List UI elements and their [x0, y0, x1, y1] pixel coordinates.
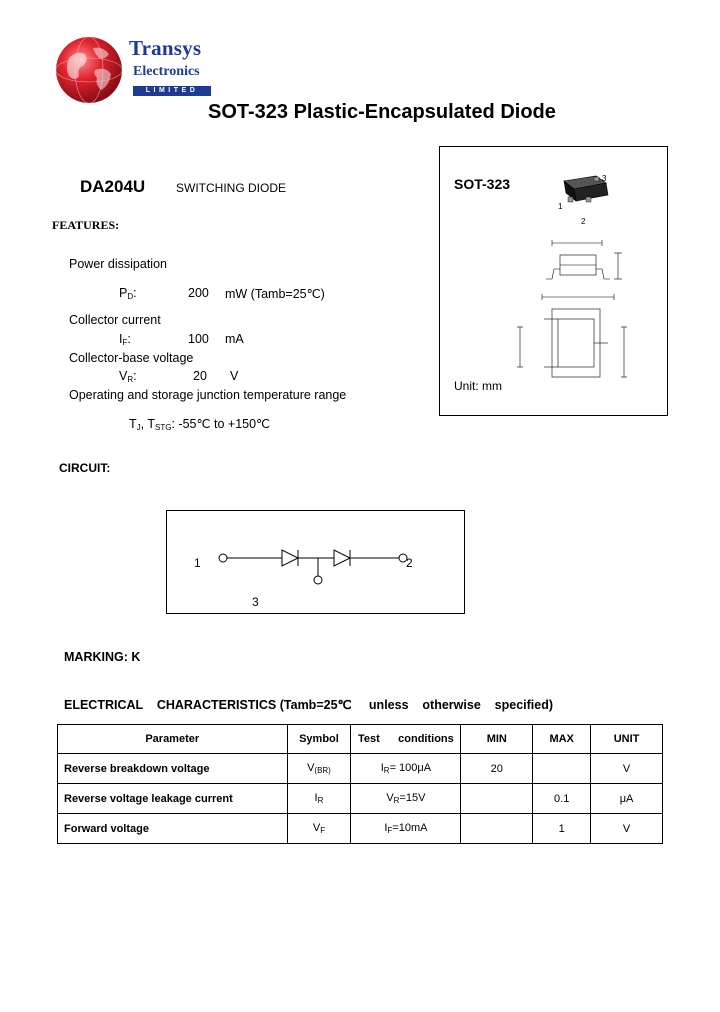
electrical-characteristics-heading: ELECTRICAL CHARACTERISTICS (Tamb=25℃ unless otherwise specified) — [64, 698, 554, 712]
table-header-cell: Symbol — [287, 725, 351, 754]
circuit-schematic — [167, 511, 466, 615]
package-unit-label: Unit: mm — [454, 379, 502, 393]
voltage-symbol: $V_R$: — [119, 369, 137, 384]
table-cell-parameter: Forward voltage — [58, 814, 288, 844]
circuit-diagram-box — [166, 510, 465, 614]
table-cell-condition: $I_F=10mA$ — [351, 814, 461, 844]
temperature-range-label: Operating and storage junction temperature range — [69, 388, 347, 402]
document-title: SOT-323 Plastic-Encapsulated Diode — [208, 101, 556, 123]
package-outline-drawing — [440, 147, 669, 417]
table-cell-max — [533, 754, 591, 784]
marking-label: MARKING: K — [64, 650, 141, 664]
power-dissipation-label: Power dissipation — [69, 257, 167, 271]
circuit-pin2-label: 2 — [406, 556, 413, 570]
table-cell-symbol: $V_{(BR)}$ — [287, 754, 351, 784]
table-row — [58, 754, 663, 784]
brand-limited-badge: LIMITED — [133, 86, 211, 96]
current-value: 100 — [188, 332, 209, 346]
table-cell-unit: V — [591, 814, 663, 844]
collector-current-label: Collector current — [69, 313, 161, 327]
table-cell-condition: $V_R=15V$ — [351, 784, 461, 814]
voltage-value: 20 — [193, 369, 207, 383]
table-cell-parameter: Reverse breakdown voltage — [58, 754, 288, 784]
table-header-cell: MAX — [533, 725, 591, 754]
table-cell-max: 1 — [533, 814, 591, 844]
table-cell-symbol: $I_R$ — [287, 784, 351, 814]
collector-base-voltage-label: Collector-base voltage — [69, 351, 194, 365]
globe-logo-icon — [55, 36, 123, 104]
electrical-characteristics-table — [57, 724, 663, 844]
current-unit: mA — [225, 332, 244, 346]
power-unit: mW (Tamb=25℃) — [225, 287, 325, 301]
package-pin2-label: 2 — [581, 217, 586, 226]
brand-name: Transys — [129, 36, 202, 60]
circuit-heading: CIRCUIT: — [59, 461, 111, 475]
table-row — [58, 784, 663, 814]
package-drawing-box — [439, 146, 668, 416]
part-description: SWITCHING DIODE — [176, 181, 286, 195]
table-cell-min — [461, 784, 533, 814]
table-cell-parameter: Reverse voltage leakage current — [58, 784, 288, 814]
table-cell-condition: $I_R= 100\mu A$ — [351, 754, 461, 784]
current-symbol: $I_F$: — [119, 332, 131, 347]
table-header-cell: Parameter — [58, 725, 288, 754]
table-header-cell: Test conditions — [351, 725, 461, 754]
brand-subtitle: Electronics — [133, 64, 200, 79]
table-row — [58, 814, 663, 844]
circuit-pin3-label: 3 — [252, 595, 259, 609]
temperature-range-value: $T_J$, $T_{STG}$: -55℃ to +150℃ — [129, 417, 271, 432]
table-cell-min — [461, 814, 533, 844]
package-pin3-label: 3 — [602, 174, 607, 183]
table-cell-max: 0.1 — [533, 784, 591, 814]
table-header-cell: UNIT — [591, 725, 663, 754]
table-cell-unit: V — [591, 754, 663, 784]
package-pin1-label: 1 — [558, 202, 563, 211]
voltage-unit: V — [230, 369, 239, 383]
circuit-pin1-label: 1 — [194, 556, 201, 570]
power-symbol: $P_D$: — [119, 286, 137, 301]
part-number: DA204U — [80, 177, 146, 196]
package-title: SOT-323 — [454, 176, 511, 192]
features-heading: FEATURES: — [52, 218, 120, 232]
power-value: 200 — [188, 286, 209, 300]
table-header-cell: MIN — [461, 725, 533, 754]
table-cell-min: 20 — [461, 754, 533, 784]
table-header-row — [58, 725, 663, 754]
table-cell-symbol: $V_F$ — [287, 814, 351, 844]
table-cell-unit: μA — [591, 784, 663, 814]
